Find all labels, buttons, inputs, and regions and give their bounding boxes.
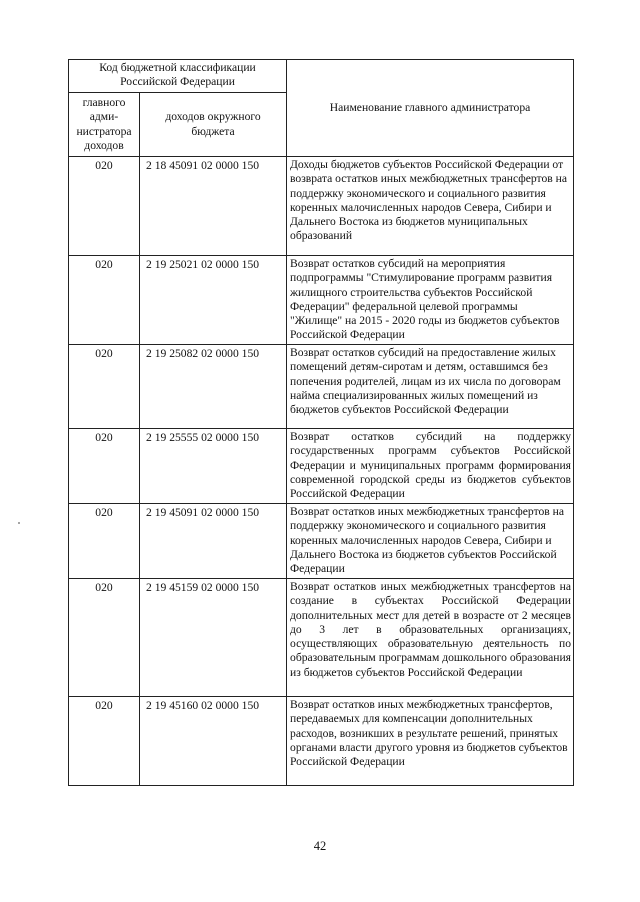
income-code-cell: 2 19 25082 02 0000 150 — [140, 345, 287, 429]
description-cell: Возврат остатков иных межбюджетных трансфертов, передаваемых для компенсации дополнительных расходов, возникших в результате решений, принятых органами власти другого уровня из бюджетов субъектов Российской Федерации — [287, 697, 574, 786]
description-cell: Доходы бюджетов субъектов Российской Федерации от возврата остатков иных межбюджетных трансфертов на поддержку экономического и социального развития коренных малочисленных народов Севера, Сибири и Дальнего Востока из бюджетов муниципальных образований — [287, 157, 574, 256]
header-district-budget-income: доходов окружного бюджета — [140, 93, 287, 157]
budget-classification-table — [68, 59, 574, 786]
income-code-cell: 2 19 25021 02 0000 150 — [140, 256, 287, 345]
header-budget-classification-code: Код бюджетной классификации Российской Федерации — [69, 60, 287, 93]
description-cell: Возврат остатков субсидий на предоставление жилых помещений детям-сиротам и детям, оставшимся без попечения родителей, лицам из их числа по договорам найма специализированных жилых помещений из бюджетов субъектов Российской Федерации — [287, 345, 574, 429]
header-administrator-name: Наименование главного администратора — [287, 60, 574, 157]
admin-code-cell: 020 — [69, 256, 140, 345]
admin-code-cell: 020 — [69, 579, 140, 697]
income-code-cell: 2 19 45091 02 0000 150 — [140, 504, 287, 579]
table-row — [69, 256, 574, 345]
table-row — [69, 345, 574, 429]
description-cell: Возврат остатков иных межбюджетных трансфертов на создание в субъектах Российской Федерации дополнительных мест для детей в возрасте от 2 месяцев до 3 лет в образовательных организациях, осуществляющих образовательную деятельность по образовательным программам дошкольного образования из бюджетов субъектов Российской Федерации — [287, 579, 574, 697]
admin-code-cell: 020 — [69, 504, 140, 579]
description-cell: Возврат остатков субсидий на мероприятия подпрограммы "Стимулирование программ развития жилищного строительства субъектов Российской Федерации" федеральной целевой программы "Жилище" на 2015 - 2020 годы из бюджетов субъектов Российской Федерации — [287, 256, 574, 345]
admin-code-cell: 020 — [69, 157, 140, 256]
description-cell: Возврат остатков субсидий на поддержку государственных программ субъектов Российской Федерации и муниципальных программ формирования современной городской среды из бюджетов субъектов Российской Федерации — [287, 429, 574, 504]
table-row — [69, 429, 574, 504]
admin-code-cell: 020 — [69, 345, 140, 429]
page-number: 42 — [313, 839, 327, 853]
income-code-cell: 2 19 45159 02 0000 150 — [140, 579, 287, 697]
header-main-administrator: главного адми-нистратора доходов — [69, 93, 140, 157]
admin-code-cell: 020 — [69, 697, 140, 786]
table-row — [69, 504, 574, 579]
income-code-cell: 2 19 25555 02 0000 150 — [140, 429, 287, 504]
income-code-cell: 2 18 45091 02 0000 150 — [140, 157, 287, 256]
income-code-cell: 2 19 45160 02 0000 150 — [140, 697, 287, 786]
table-row — [69, 157, 574, 256]
description-cell: Возврат остатков иных межбюджетных трансфертов на поддержку экономического и социального развития коренных малочисленных народов Севера, Сибири и Дальнего Востока из бюджетов субъектов Российской Федерации — [287, 504, 574, 579]
admin-code-cell: 020 — [69, 429, 140, 504]
table-header-row — [69, 60, 574, 93]
table-row — [69, 579, 574, 697]
table-row — [69, 697, 574, 786]
scan-speck — [18, 522, 20, 524]
